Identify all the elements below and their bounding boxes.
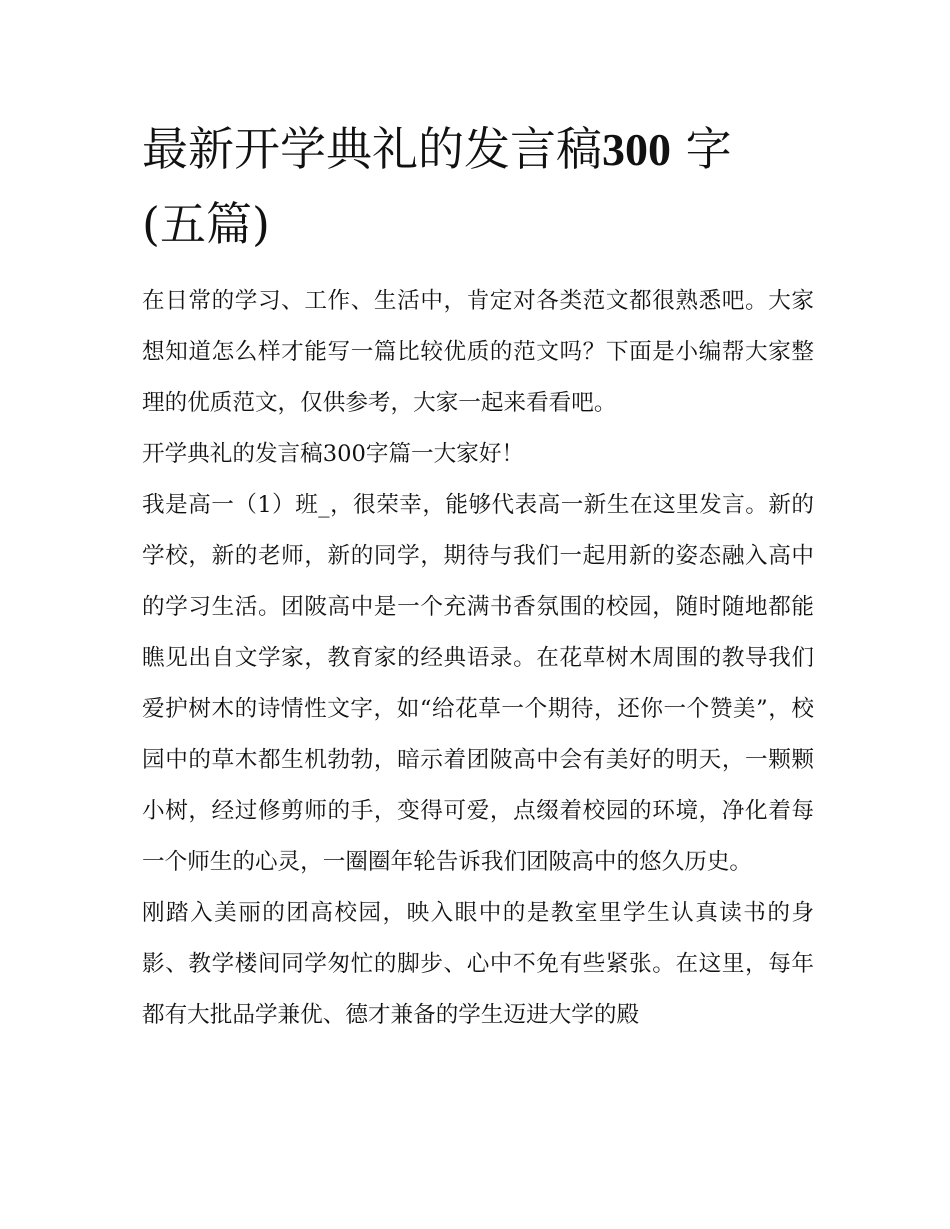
document-title (142, 112, 822, 261)
title-number: 300 (602, 124, 671, 175)
title-suffix: 字 (671, 122, 732, 176)
paragraph-speech-2: 刚踏入美丽的团高校园，映入眼中的是教室里学生认真读书的身影、教学楼间同学匆忙的脚步、心中不免有些紧张。在这里，每年都有大批品学兼优、德才兼备的学生迈进大学的殿 (142, 900, 814, 1028)
document-body (142, 276, 814, 1041)
paragraph-heading-greeting: 开学典礼的发言稿300字篇一大家好！ (142, 441, 525, 467)
title-prefix: 最新开学典礼的发言稿 (142, 122, 602, 176)
title-line-2: (五篇) (142, 197, 270, 251)
paragraph-speech-1: 我是高一（1）班_，很荣幸，能够代表高一新生在这里发言。新的学校，新的老师，新的同学，期待与我们一起用新的姿态融入高中的学习生活。团陂高中是一个充满书香氛围的校园，随时随地都能瞧见出自文学家，教育家的经典语录。在花草树木周围的教导我们爱护树木的诗情性文字，如“给花草一个期待，还你一个赞美”，校园中的草木都生机勃勃，暗示着团陂高中会有美好的明天，一颗颗小树，经过修剪师的手，变得可爱，点缀着校园的环境，净化着每一个师生的心灵，一圈圈年轮告诉我们团陂高中的悠久历史。 (142, 492, 814, 875)
paragraph-intro: 在日常的学习、工作、生活中，肯定对各类范文都很熟悉吧。大家想知道怎么样才能写一篇比较优质的范文吗？下面是小编帮大家整理的优质范文，仅供参考，大家一起来看看吧。 (142, 288, 814, 416)
